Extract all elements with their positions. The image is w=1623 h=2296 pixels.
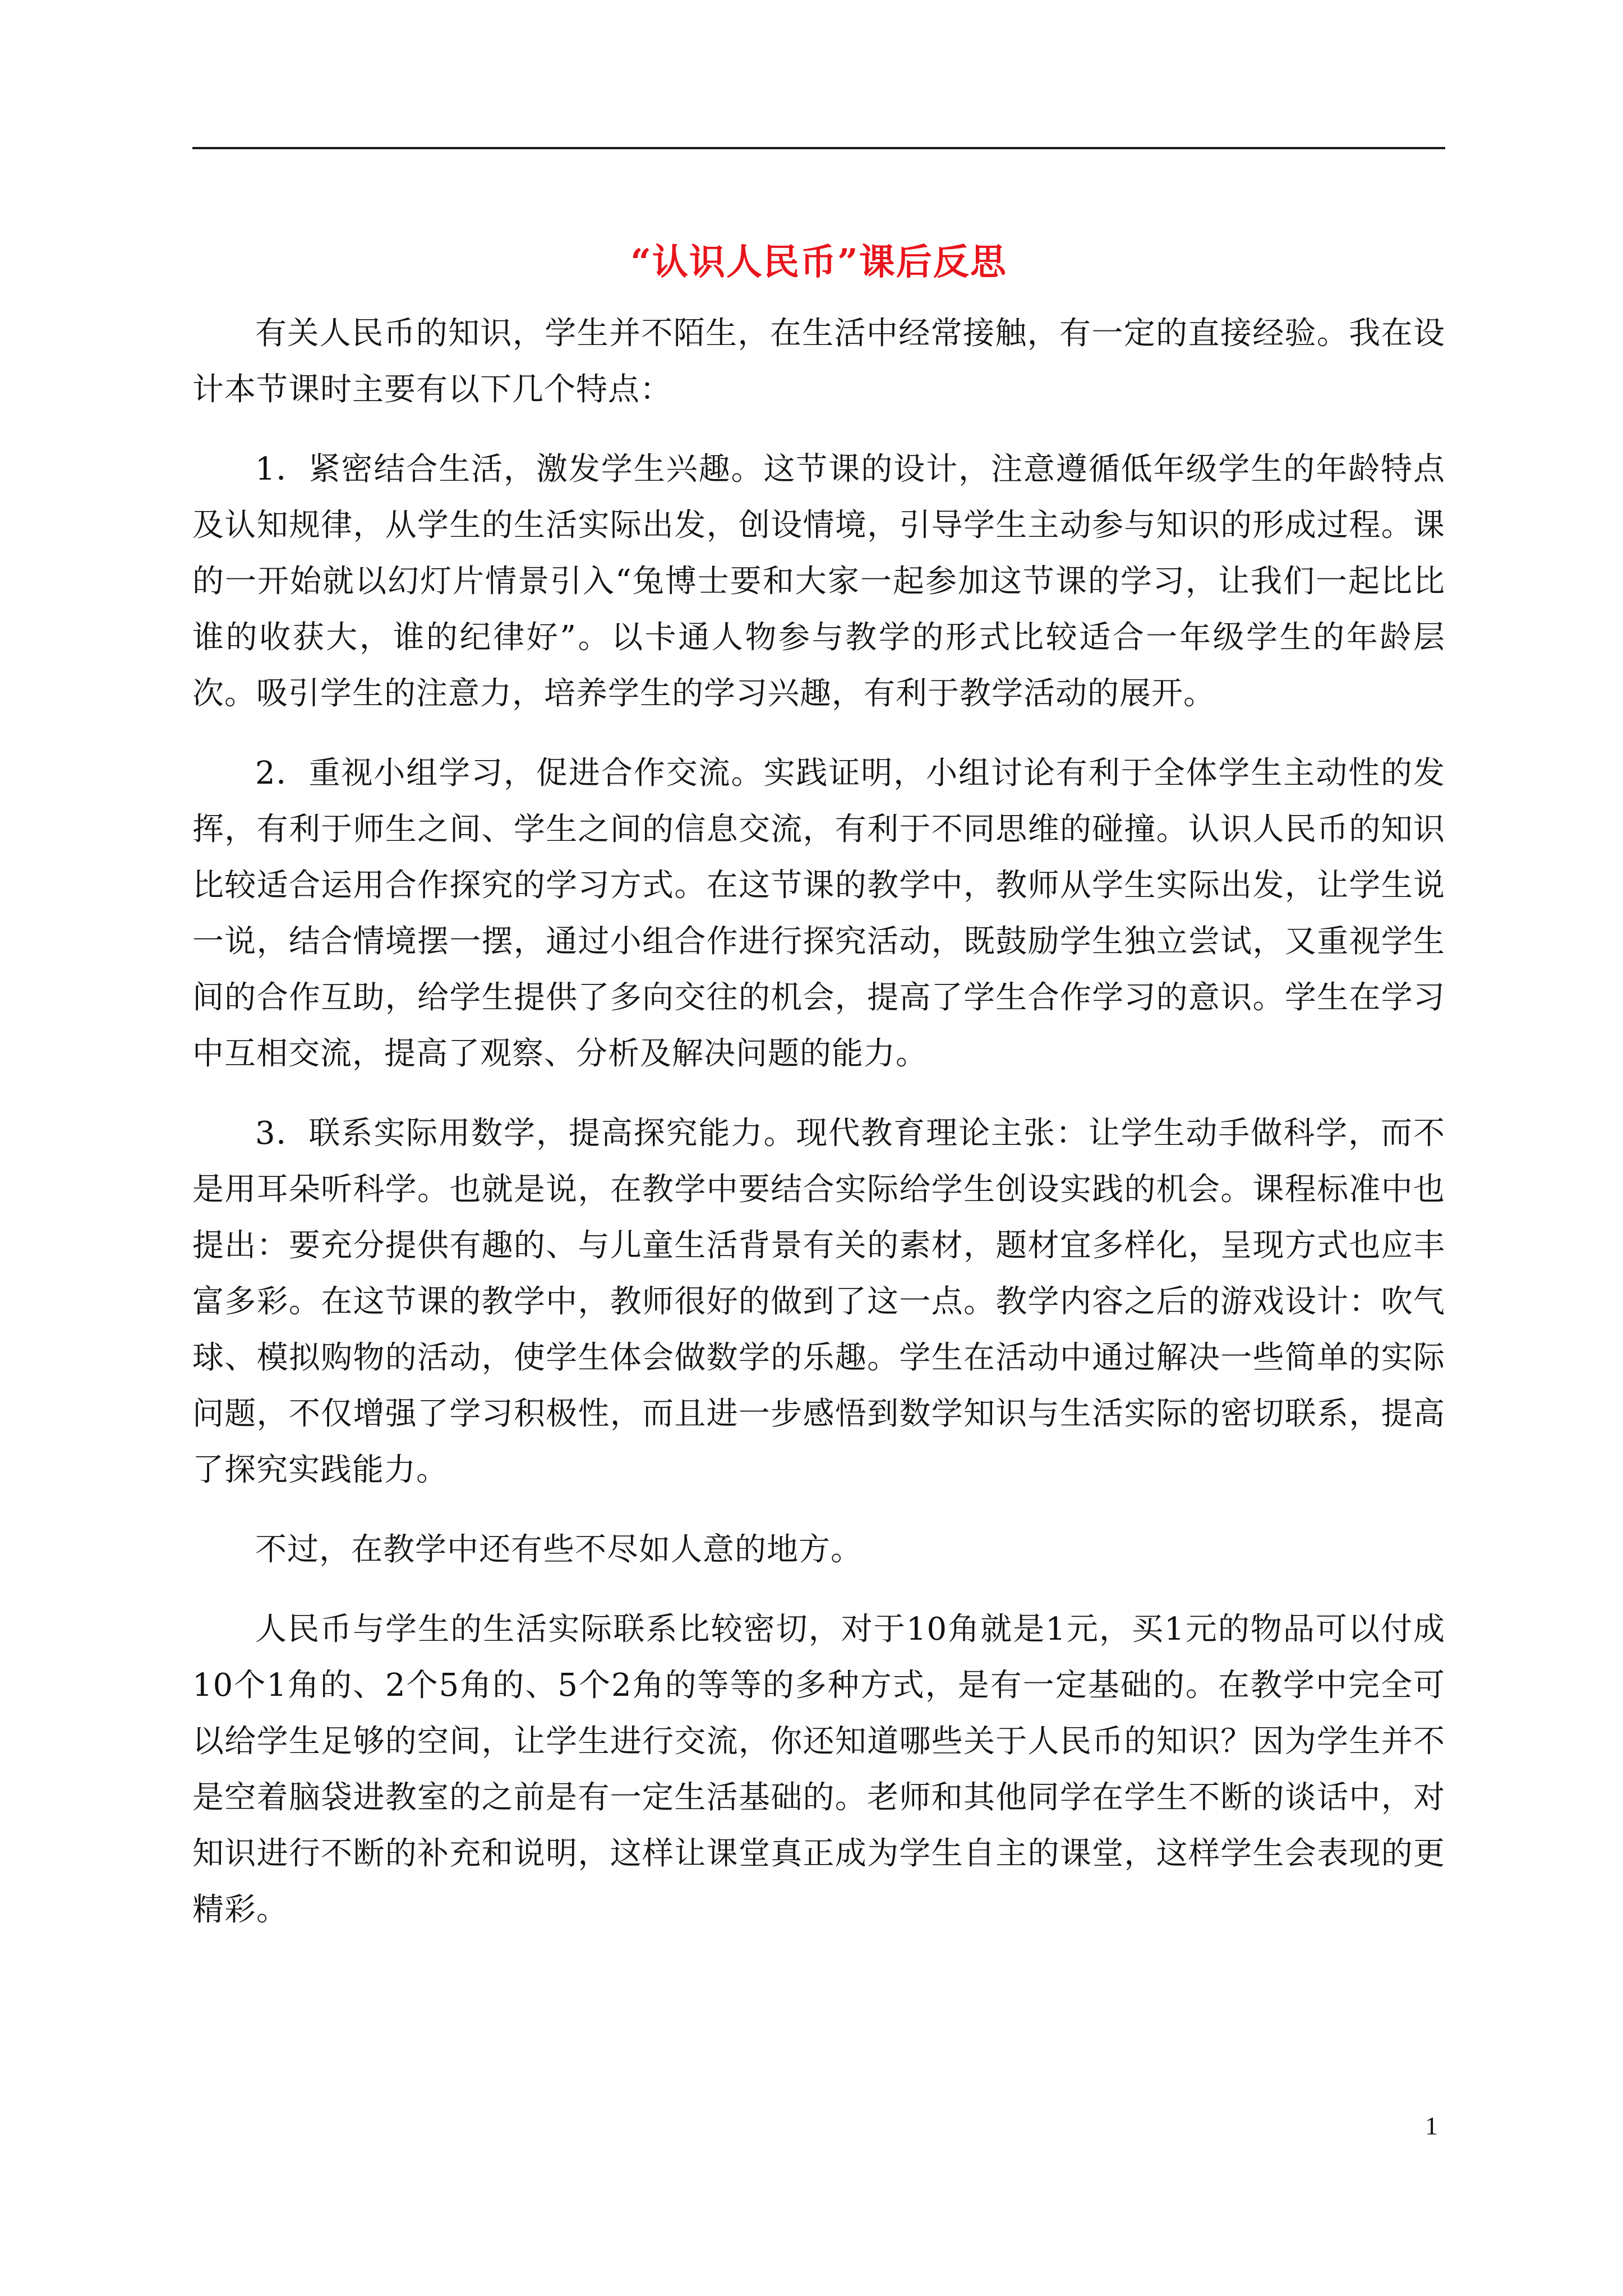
document-body xyxy=(192,306,1445,1962)
shortcoming-detail-paragraph: 人民币与学生的生活实际联系比较密切，对于10角就是1元，买1元的物品可以付成10个1角的、2个5角的、5个2角的等等的多种方式，是有一定基础的。在教学中完全可以给学生足够的空间，让学生进行交流，你还知道哪些关于人民币的知识？因为学生并不是空着脑袋进教室的之前是有一定生活基础的。老师和其他同学在学生不断的谈话中，对知识进行不断的补充和说明，这样让课堂真正成为学生自主的课堂，这样学生会表现的更精彩。 xyxy=(192,1611,1445,1928)
shortcoming-intro-paragraph: 不过，在教学中还有些不尽如人意的地方。 xyxy=(255,1531,863,1568)
header-rule xyxy=(192,147,1445,149)
document-title: “认识人民币”课后反思 xyxy=(630,241,1007,283)
intro-paragraph: 有关人民币的知识，学生并不陌生，在生活中经常接触，有一定的直接经验。我在设计本节课时主要有以下几个特点： xyxy=(192,315,1445,408)
page-number: 1 xyxy=(1425,2111,1438,2140)
point-2-paragraph: 2．重视小组学习，促进合作交流。实践证明，小组讨论有利于全体学生主动性的发挥，有利于师生之间、学生之间的信息交流，有利于不同思维的碰撞。认识人民币的知识比较适合运用合作探究的学习方式。在这节课的教学中，教师从学生实际出发，让学生说一说，结合情境摆一摆，通过小组合作进行探究活动，既鼓励学生独立尝试，又重视学生间的合作互助，给学生提供了多向交往的机会，提高了学生合作学习的意识。学生在学习中互相交流，提高了观察、分析及解决问题的能力。 xyxy=(192,755,1445,1072)
point-1-paragraph: 1．紧密结合生活，激发学生兴趣。这节课的设计，注意遵循低年级学生的年龄特点及认知规律，从学生的生活实际出发，创设情境，引导学生主动参与知识的形成过程。课的一开始就以幻灯片情景引入“兔博士要和大家一起参加这节课的学习，让我们一起比比谁的收获大，谁的纪律好”。以卡通人物参与教学的形式比较适合一年级学生的年龄层次。吸引学生的注意力，培养学生的学习兴趣，有利于教学活动的展开。 xyxy=(192,451,1445,712)
point-3-paragraph: 3．联系实际用数学，提高探究能力。现代教育理论主张：让学生动手做科学，而不是用耳朵听科学。也就是说，在教学中要结合实际给学生创设实践的机会。课程标准中也提出：要充分提供有趣的、与儿童生活背景有关的素材，题材宜多样化，呈现方式也应丰富多彩。在这节课的教学中，教师很好的做到了这一点。教学内容之后的游戏设计：吹气球、模拟购物的活动，使学生体会做数学的乐趣。学生在活动中通过解决一些简单的实际问题，不仅增强了学习积极性，而且进一步感悟到数学知识与生活实际的密切联系，提高了探究实践能力。 xyxy=(192,1115,1445,1488)
